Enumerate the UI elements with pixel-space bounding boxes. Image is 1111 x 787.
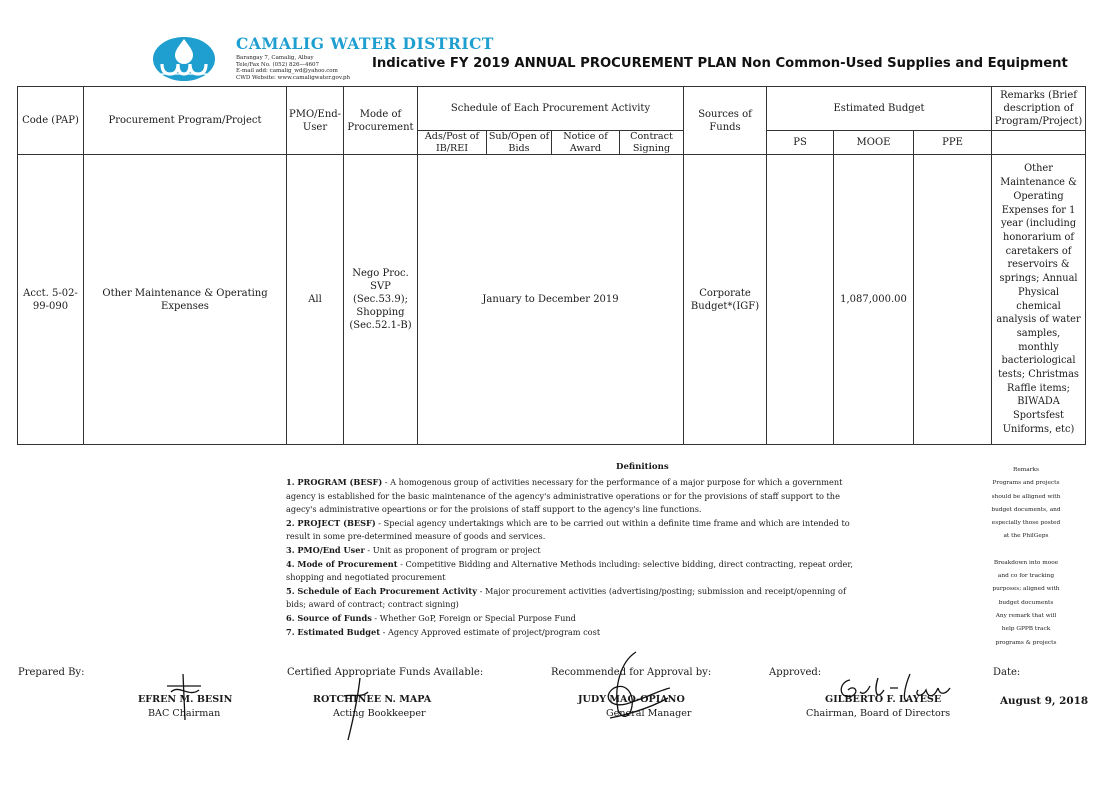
- definitions-list: [286, 476, 866, 639]
- approved-label: Approved:: [769, 667, 822, 678]
- side-note-line: programs & projects: [995, 639, 1057, 646]
- water-district-logo: [152, 34, 216, 82]
- recommended-by-label: Recommended for Approval by:: [551, 667, 712, 678]
- header-contract-signing: Contract Signing: [620, 131, 684, 155]
- header-remarks-blank: [992, 131, 1086, 155]
- side-note-line: and co for tracking: [997, 573, 1055, 580]
- certified-funds-signature: [340, 676, 370, 742]
- procurement-plan-table: [17, 86, 1086, 445]
- header-ps: PS: [767, 131, 834, 155]
- approved-name: GILBERTO F. LAYESE: [825, 694, 942, 705]
- recommended-by-signature: [590, 648, 680, 726]
- recommended-by-role: General Manager: [606, 708, 692, 719]
- prepared-by-label: Prepared By:: [18, 667, 85, 678]
- org-email-line: E-mail add: camalig_wd@yahoo.com: [236, 68, 338, 74]
- header-schedule: Schedule of Each Procurement Activity: [418, 87, 684, 131]
- prepared-by-role: BAC Chairman: [148, 708, 221, 719]
- side-note-line: Programs and projects: [992, 480, 1060, 487]
- side-note-line: budget documents: [998, 599, 1054, 606]
- certified-funds-role: Acting Bookkeeper: [333, 708, 426, 719]
- cell-schedule: January to December 2019: [418, 155, 684, 445]
- cell-ps: [767, 155, 834, 445]
- side-note-line: should be alligned with: [991, 493, 1061, 500]
- definition-item: 7. Estimated Budget - Agency Approved estimate of project/program cost: [286, 626, 601, 637]
- remarks-side-notes: [970, 464, 1082, 650]
- definition-item: 2. PROJECT (BESF) - Special agency undertakings which are to be carried out within a definite time frame and which are intended to result in some pre-determined measure of goods and services.: [286, 517, 850, 542]
- approved-signature: [834, 670, 954, 710]
- side-note-line: purposes; aligned with: [992, 586, 1060, 593]
- prepared-by-signature: [165, 672, 205, 722]
- definition-item: 1. PROGRAM (BESF) - A homogenous group of activities necessary for the performance of a major purpose for which a government agency is established for the basic maintenance of the agency's administrative operations or for the provisions of staff support to the agecy's administrative opeartions or for the proisions of staff support to the agency's line functions.: [286, 477, 843, 515]
- side-note-line: Remarks: [1012, 467, 1039, 473]
- org-address-line: Barangay 7, Camalig, Albay: [236, 55, 314, 61]
- side-note-line: budget documents, and: [991, 506, 1061, 513]
- definitions-title: Definitions: [616, 462, 669, 472]
- header-ads-post: Ads/Post of IB/REI: [418, 131, 487, 155]
- header-code: Code (PAP): [18, 87, 84, 155]
- definition-item: 4. Mode of Procurement - Competitive Bidding and Alternative Methods including: selective bidding, direct contracting, repeat order, shopping and negotiated procurement: [286, 558, 853, 583]
- side-note-line: help GPPB track: [1001, 626, 1051, 633]
- side-note-line: Any remark that will: [995, 612, 1057, 619]
- side-note-line: especially those posted: [991, 520, 1061, 527]
- document-title: Indicative FY 2019 ANNUAL PROCUREMENT PLAN Non Common-Used Supplies and Equipment: [372, 56, 1068, 71]
- org-name: CAMALIG WATER DISTRICT: [236, 34, 494, 53]
- cell-code: Acct. 5-02-99-090: [18, 155, 84, 445]
- header-sub-open: Sub/Open of Bids: [487, 131, 552, 155]
- cell-pmo: All: [287, 155, 344, 445]
- org-phone-line: Tele/Fax No. (052) 826—4607: [236, 61, 319, 68]
- prepared-by-name: EFREN M. BESIN: [138, 694, 233, 705]
- header-program: Procurement Program/Project: [84, 87, 287, 155]
- definition-item: 6. Source of Funds - Whether GoP, Foreign or Special Purpose Fund: [286, 612, 576, 623]
- header-sources: Sources of Funds: [684, 87, 767, 155]
- header-pmo: PMO/End-User: [287, 87, 344, 155]
- org-website-line: CWD Website: www.camaligwater.gov.ph: [236, 74, 351, 81]
- table-row: [18, 155, 1086, 445]
- definition-item: 5. Schedule of Each Procurement Activity - Major procurement activities (advertising/posting; submission and receipt/openning of bids; award of contract; contract signing): [286, 585, 846, 610]
- header-mode: Mode of Procurement: [344, 87, 418, 155]
- side-note-line: at the PhilGeps: [1003, 533, 1049, 540]
- cell-mode: Nego Proc. SVP (Sec.53.9); Shopping (Sec.52.1-B): [344, 155, 418, 445]
- header-remarks: Remarks (Brief description of Program/Project): [992, 87, 1086, 131]
- date-value: August 9, 2018: [1000, 695, 1089, 707]
- recommended-by-name: JUDY MAO-OPIANO: [578, 694, 685, 705]
- header-notice-award: Notice of Award: [552, 131, 620, 155]
- cell-sources: Corporate Budget*(IGF): [684, 155, 767, 445]
- approved-role: Chairman, Board of Directors: [806, 708, 951, 719]
- cell-ppe: [914, 155, 992, 445]
- header-mooe: MOOE: [834, 131, 914, 155]
- definition-item: 3. PMO/End User - Unit as proponent of program or project: [286, 544, 541, 555]
- header-ppe: PPE: [914, 131, 992, 155]
- header-budget: Estimated Budget: [767, 87, 992, 131]
- cell-remarks: Other Maintenance & Operating Expenses for 1 year (including honorarium of caretakers of reservoirs & springs; Annual Physical chemical analysis of water samples, monthly bacteriological tests; Christmas Raffle items; BIWADA Sportsfest Uniforms, etc): [992, 155, 1086, 445]
- side-note-line: Breakdown into mooe: [993, 559, 1059, 566]
- cell-program: Other Maintenance & Operating Expenses: [84, 155, 287, 445]
- certified-funds-label: Certified Appropriate Funds Available:: [287, 667, 484, 678]
- certified-funds-name: ROTCHINEE N. MAPA: [313, 694, 432, 705]
- cell-mooe: 1,087,000.00: [834, 155, 914, 445]
- date-label: Date:: [993, 667, 1021, 678]
